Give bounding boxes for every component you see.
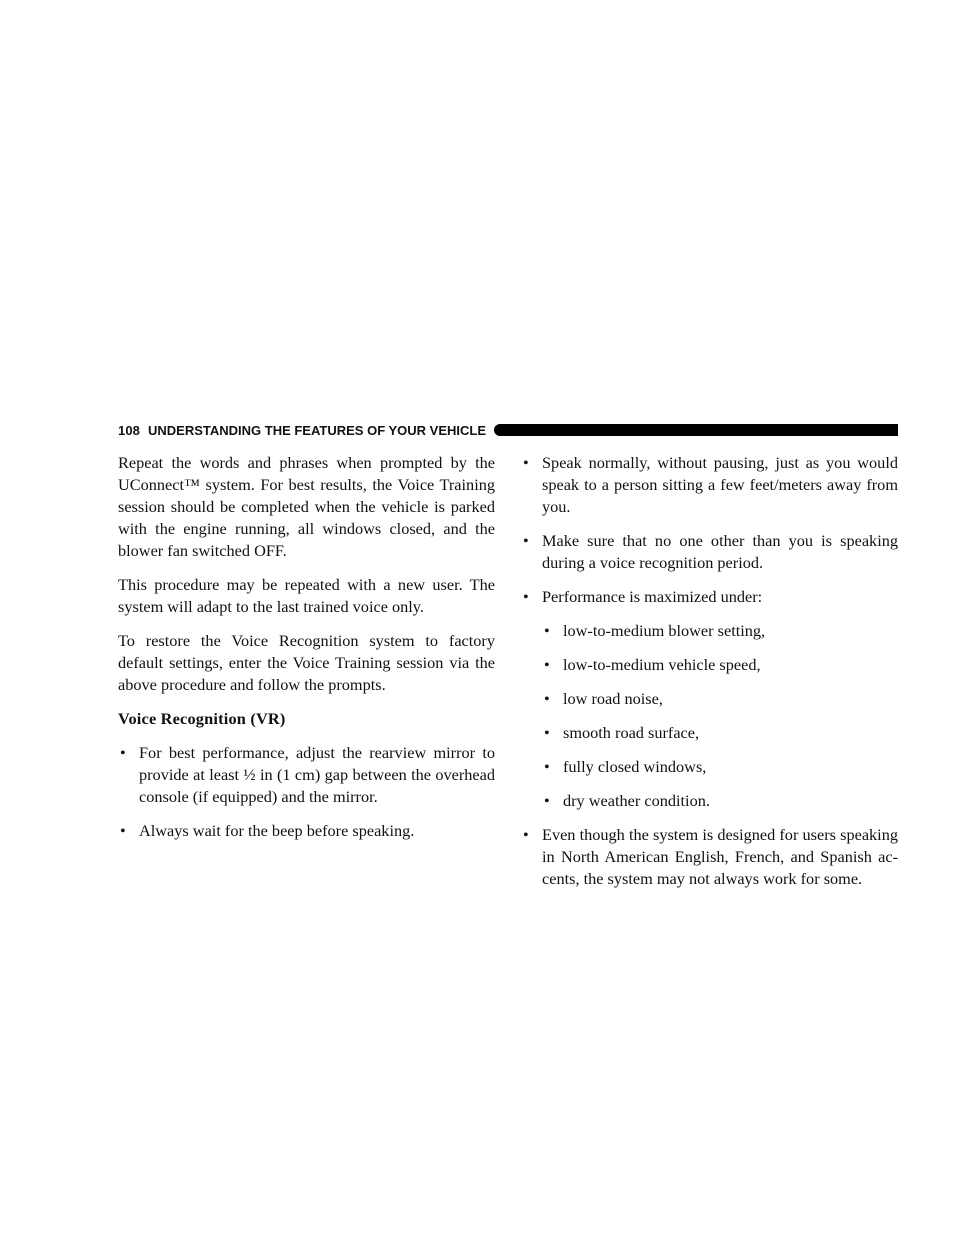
sub-bullet-item [542, 756, 898, 778]
bullet-text: Even though the system is designed for users speaking in North American English, French, and Spanish ac-cents, the system may not always work for some. [542, 825, 898, 888]
sub-bullet-text: fully closed windows, [563, 757, 707, 776]
bullet-text: Always wait for the beep before speaking. [139, 821, 415, 840]
bullet-item [118, 742, 495, 808]
left-column [118, 452, 495, 854]
bullet-item [521, 530, 898, 574]
sub-bullet-item [542, 790, 898, 812]
sub-bullet-item [542, 722, 898, 744]
bullet-icon: • [523, 587, 529, 606]
bullet-icon: • [544, 723, 550, 742]
bullet-icon: • [544, 655, 550, 674]
subheading-voice-recognition: Voice Recognition (VR) [118, 709, 286, 728]
bullet-icon: • [523, 531, 529, 550]
sub-bullet-text: low-to-medium vehicle speed, [563, 655, 761, 674]
sub-bullet-text: low-to-medium blower setting, [563, 621, 766, 640]
bullet-text: Speak normally, without pausing, just as you would speak to a person sitting a few feet/meters away from you. [542, 453, 898, 516]
bullet-item [521, 452, 898, 518]
bullet-item [118, 820, 495, 842]
header-rule-bar [494, 424, 898, 436]
sub-bullet-text: low road noise, [563, 689, 663, 708]
sub-bullet-text: smooth road surface, [563, 723, 700, 742]
bullet-icon: • [523, 825, 529, 844]
bullet-icon: • [523, 453, 529, 472]
section-title: UNDERSTANDING THE FEATURES OF YOUR VEHICLE [148, 422, 487, 438]
bullet-text: Make sure that no one other than you is speaking during a voice recognition period. [542, 531, 898, 572]
sub-bullet-item [542, 688, 898, 710]
paragraph-new-user: This procedure may be repeated with a new user. The system will adapt to the last trained voice only. [118, 575, 495, 616]
right-column [521, 452, 898, 902]
paragraph-voice-training: Repeat the words and phrases when prompted by the UConnect™ system. For best results, the Voice Training session should be completed when the vehicle is parked with the engine running, all windows closed, and the blower fan switched OFF. [118, 453, 495, 560]
bullet-item [521, 824, 898, 890]
bullet-text: Performance is maximized under: [542, 587, 763, 606]
bullet-icon: • [544, 621, 550, 640]
bullet-icon: • [120, 821, 126, 840]
page-number: 108 [118, 422, 140, 438]
sub-bullet-text: dry weather condition. [563, 791, 710, 810]
bullet-icon: • [544, 791, 550, 810]
bullet-icon: • [544, 689, 550, 708]
sub-bullet-item [542, 654, 898, 676]
bullet-item [521, 586, 898, 608]
bullet-text: For best performance, adjust the rearview mirror to provide at least ½ in (1 cm) gap between the overhead console (if equipped) and the mirror. [139, 743, 495, 806]
sub-bullet-item [542, 620, 898, 642]
page-header [118, 420, 898, 440]
paragraph-restore-defaults: To restore the Voice Recognition system to factory default settings, enter the Voice Training session via the above procedure and follow the prompts. [118, 631, 495, 694]
bullet-icon: • [120, 743, 126, 762]
bullet-icon: • [544, 757, 550, 776]
